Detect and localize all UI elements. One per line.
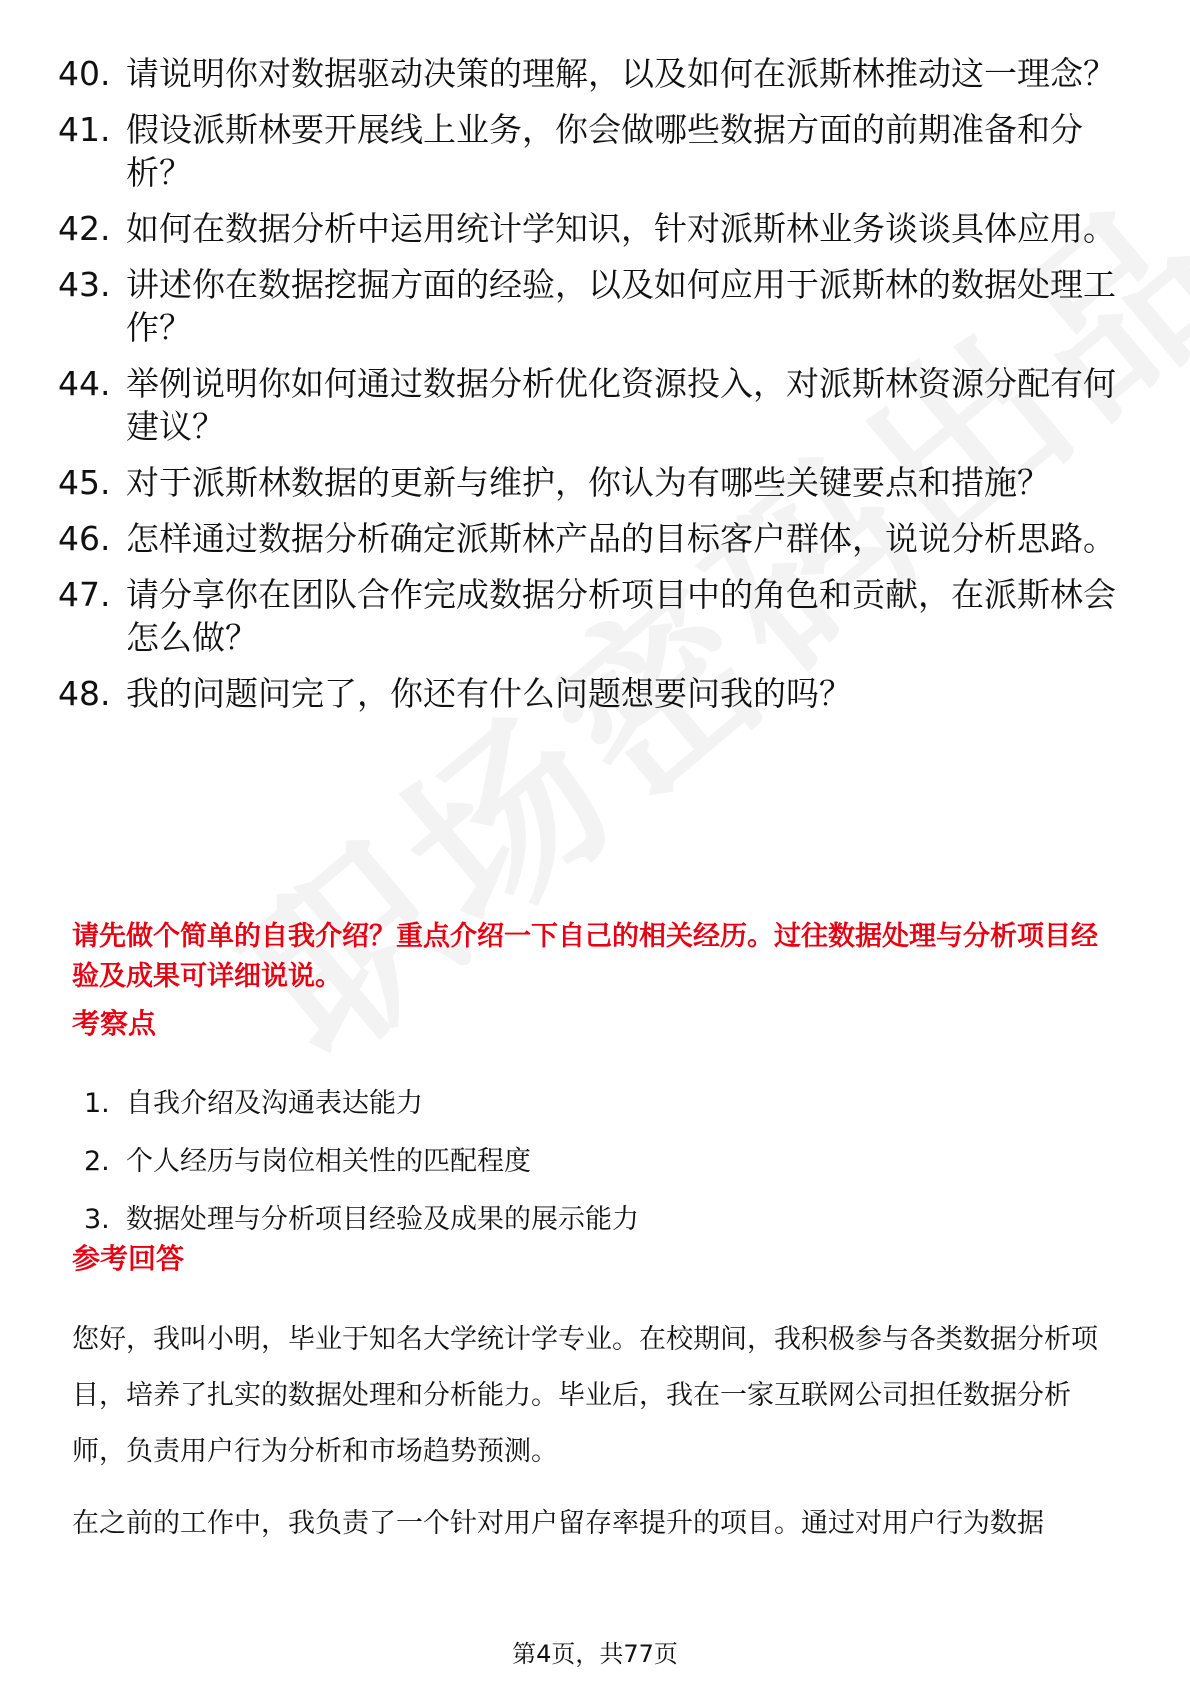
- point-text: 自我介绍及沟通表达能力: [126, 1088, 423, 1119]
- question-headline: 请先做个简单的自我介绍？重点介绍一下自己的相关经历。过往数据处理与分析项目经验及成果可详细说说。: [72, 921, 1098, 992]
- point-number: 1.: [84, 1088, 110, 1119]
- question-item: [58, 461, 1118, 504]
- question-item: [58, 573, 1118, 659]
- question-text: 怎样通过数据分析确定派斯林产品的目标客户群体，说说分析思路。: [126, 519, 1116, 558]
- question-text: 讲述你在数据挖掘方面的经验，以及如何应用于派斯林的数据处理工作？: [126, 265, 1116, 347]
- answer-paragraph: 您好，我叫小明，毕业于知名大学统计学专业。在校期间，我积极参与各类数据分析项目，培养了扎实的数据处理和分析能力。毕业后，我在一家互联网公司担任数据分析师，负责用户行为分析和市场趋势预测。: [72, 1324, 1098, 1467]
- question-item: [58, 263, 1118, 349]
- question-text: 对于派斯林数据的更新与维护，你认为有哪些关键要点和措施？: [126, 463, 1050, 502]
- question-text: 如何在数据分析中运用统计学知识，针对派斯林业务谈谈具体应用。: [126, 209, 1116, 248]
- question-number: 46.: [58, 519, 111, 558]
- question-number: 47.: [58, 575, 111, 614]
- question-item: [58, 672, 1118, 715]
- question-number: 42.: [58, 209, 111, 248]
- point-text: 数据处理与分析项目经验及成果的展示能力: [126, 1204, 639, 1235]
- question-number: 41.: [58, 110, 111, 149]
- points-title: 考察点: [72, 1007, 157, 1040]
- question-text: 假设派斯林要开展线上业务，你会做哪些数据方面的前期准备和分析？: [126, 110, 1083, 192]
- question-number: 45.: [58, 463, 111, 502]
- question-number: 40.: [58, 54, 111, 93]
- question-item: [58, 108, 1118, 194]
- point-text: 个人经历与岗位相关性的匹配程度: [126, 1146, 531, 1177]
- points-list: [84, 1086, 639, 1260]
- point-item: [84, 1086, 639, 1122]
- point-number: 3.: [84, 1204, 110, 1235]
- question-number: 43.: [58, 265, 111, 304]
- question-number: 48.: [58, 674, 111, 713]
- point-number: 2.: [84, 1146, 110, 1177]
- question-item: [58, 362, 1118, 448]
- question-text: 请说明你对数据驱动决策的理解，以及如何在派斯林推动这一理念？: [126, 54, 1116, 93]
- question-item: [58, 207, 1118, 250]
- question-text: 我的问题问完了，你还有什么问题想要问我的吗？: [126, 674, 852, 713]
- question-text: 举例说明你如何通过数据分析优化资源投入，对派斯林资源分配有何建议？: [126, 364, 1116, 446]
- point-item: [84, 1202, 639, 1238]
- answer-title: 参考回答: [72, 1242, 185, 1275]
- question-item: [58, 517, 1118, 560]
- question-text: 请分享你在团队合作完成数据分析项目中的角色和贡献，在派斯林会怎么做？: [126, 575, 1116, 657]
- question-list: [58, 52, 1118, 728]
- question-item: [58, 52, 1118, 95]
- page-footer: 第4页，共77页: [512, 1640, 678, 1668]
- point-item: [84, 1144, 639, 1180]
- question-number: 44.: [58, 364, 111, 403]
- answer-paragraph: 在之前的工作中，我负责了一个针对用户留存率提升的项目。通过对用户行为数据: [72, 1508, 1044, 1539]
